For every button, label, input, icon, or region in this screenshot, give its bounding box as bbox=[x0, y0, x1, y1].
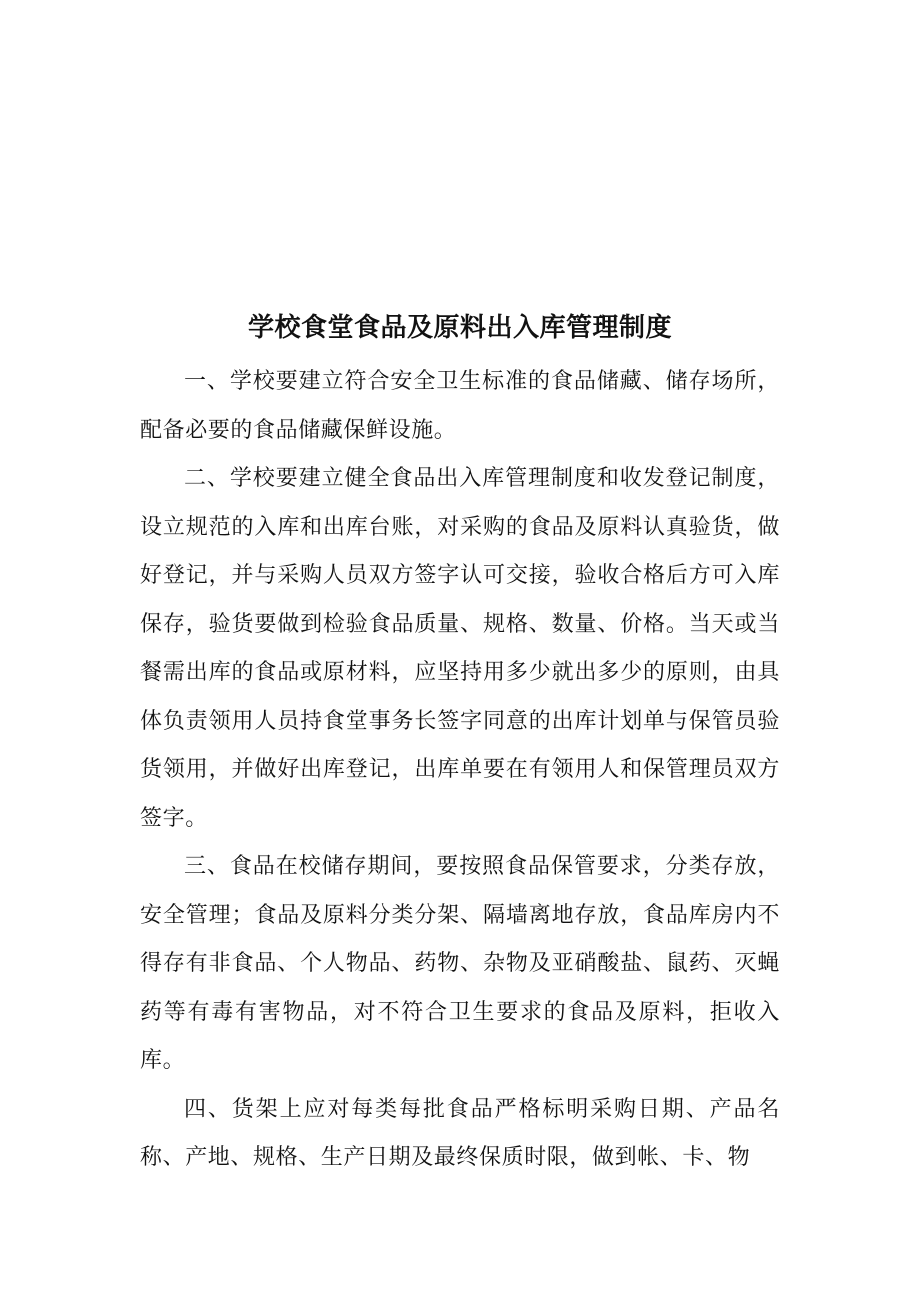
document-body bbox=[140, 306, 780, 1183]
paragraph-1: 一、学校要建立符合安全卫生标准的食品储藏、储存场所，配备必要的食品储藏保鲜设施。 bbox=[140, 369, 780, 443]
document-title: 学校食堂食品及原料出入库管理制度 bbox=[247, 313, 672, 343]
paragraph-3: 三、食品在校储存期间，要按照食品保管要求，分类存放，安全管理；食品及原料分类分架、隔墙离地存放，食品库房内不得存有非食品、个人物品、药物、杂物及亚硝酸盐、鼠药、灭蝇药等有毒有害物品，对不符合卫生要求的食品及原料，拒收入库。 bbox=[140, 854, 780, 1073]
paragraph-2: 二、学校要建立健全食品出入库管理制度和收发登记制度，设立规范的入库和出库台账，对采购的食品及原料认真验货，做好登记，并与采购人员双方签字认可交接，验收合格后方可入库保存，验货要做到检验食品质量、规格、数量、价格。当天或当餐需出库的食品或原材料，应坚持用多少就出多少的原则，由具体负责领用人员持食堂事务长签字同意的出库计划单与保管员验货领用，并做好出库登记，出库单要在有领用人和保管理员双方签字。 bbox=[140, 466, 780, 831]
paragraph-4: 四、货架上应对每类每批食品严格标明采购日期、产品名称、产地、规格、生产日期及最终保质时限，做到帐、卡、物 bbox=[140, 1096, 780, 1170]
